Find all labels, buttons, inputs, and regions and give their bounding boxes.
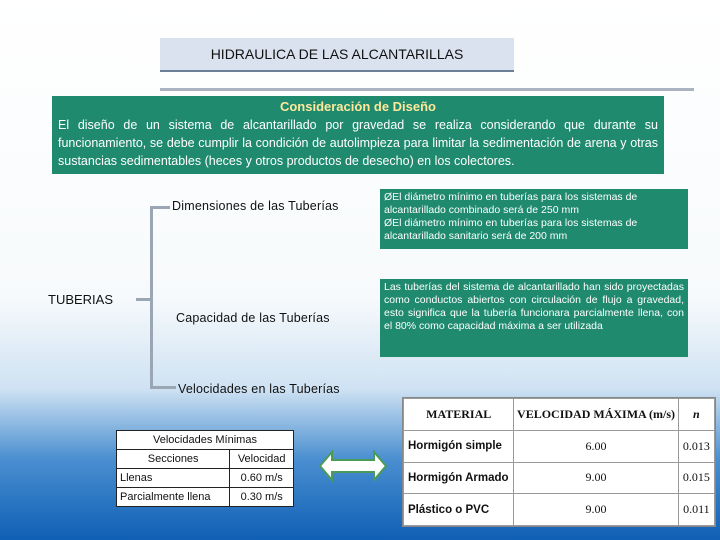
vel-cell: Llenas [117, 469, 230, 488]
mat-header-material: MATERIAL [404, 399, 514, 431]
table-row [117, 488, 294, 507]
design-consideration-box [52, 96, 664, 174]
branch-capacidad: Capacidad de las Tuberías [176, 311, 330, 325]
mat-cell: 6.00 [514, 430, 678, 462]
velocidades-minimas-title: Velocidades Mínimas [117, 431, 294, 450]
vel-cell: 0.30 m/s [230, 488, 294, 507]
double-arrow-icon [318, 447, 388, 485]
bracket-vertical [150, 206, 153, 389]
table-row [404, 430, 715, 462]
capacidad-info-text: Las tuberías del sistema de alcantarillado han sido proyectadas como conductos abiertos con circulación de flujo a gravedad, esto significa que la tubería funcionara parcialmente llena, con el 80% como capacidad máxima a ser utilizada [384, 281, 684, 332]
mat-cell: 9.00 [514, 494, 678, 526]
mat-header-n: n [678, 399, 714, 431]
slide-title-text: HIDRAULICA DE LAS ALCANTARILLAS [210, 46, 464, 62]
mat-cell: 0.015 [678, 462, 714, 494]
velocidades-minimas-table [116, 430, 294, 507]
materials-table-box [402, 397, 716, 527]
vel-cell: 0.60 m/s [230, 469, 294, 488]
mat-cell: Hormigón simple [404, 430, 514, 462]
mat-header-velocidad: VELOCIDAD MÁXIMA (m/s) [514, 399, 678, 431]
dimensiones-info-1: ØEl diámetro mínimo en tuberías para los sistemas de alcantarillado combinado será de 250 mm [384, 191, 638, 216]
table-row [117, 469, 294, 488]
mat-cell: Hormigón Armado [404, 462, 514, 494]
tuberias-label: TUBERIAS [48, 292, 114, 307]
mat-cell: Plástico o PVC [404, 494, 514, 526]
materials-table [403, 398, 715, 526]
mat-cell: 0.013 [678, 430, 714, 462]
bracket-branch-bottom [150, 386, 176, 389]
branch-dimensiones: Dimensiones de las Tuberías [172, 199, 339, 213]
branch-velocidades: Velocidades en las Tuberías [178, 382, 340, 396]
mat-cell: 0.011 [678, 494, 714, 526]
vel-cell: Parcialmente llena [117, 488, 230, 507]
table-row [404, 462, 715, 494]
mat-cell: 9.00 [514, 462, 678, 494]
table-row [404, 494, 715, 526]
capacidad-info-box [380, 279, 688, 357]
vel-header-secciones: Secciones [117, 450, 230, 469]
vel-header-velocidad: Velocidad [230, 450, 294, 469]
dimensiones-info-2: ØEl diámetro mínimo en tuberías para los sistemas de alcantarillado sanitario será de 200 mm [384, 217, 638, 242]
dimensiones-info-box [380, 189, 688, 249]
bracket-branch-top [150, 206, 170, 209]
design-text: El diseño de un sistema de alcantarillado por gravedad se realiza considerando que durante su funcionamiento, se debe cumplir la condición de autolimpieza para limitar la sedimentación de arena y otras sustancias sedimentables (heces y otros productos de desecho) en los colectores. [58, 118, 658, 168]
title-divider [160, 88, 694, 91]
slide-title [160, 38, 514, 72]
design-heading: Consideración de Diseño [279, 99, 437, 114]
